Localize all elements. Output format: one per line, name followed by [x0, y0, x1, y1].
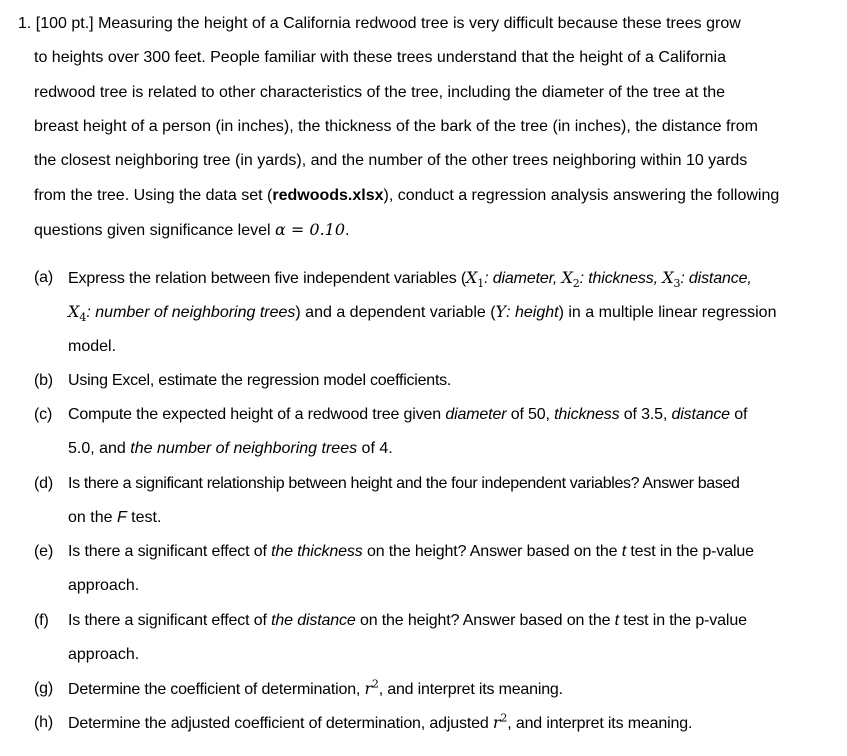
dataset-name: redwoods.xlsx — [272, 187, 384, 204]
part-c-2b: of 4. — [357, 440, 393, 457]
var-x1-desc: : diameter, — [484, 270, 562, 287]
part-a-line-3: model. — [68, 338, 117, 355]
problem-intro-7 — [34, 220, 350, 241]
part-a-2b: ) and a dependent variable ( — [295, 304, 496, 321]
var-x2: X — [561, 268, 573, 287]
var-y: Y — [495, 302, 507, 321]
part-g-1b: , and interpret its meaning. — [378, 681, 563, 698]
var-x4-sub: 4 — [79, 311, 87, 325]
part-h-text — [68, 713, 692, 734]
problem-intro-6 — [34, 186, 779, 206]
term-distance: distance — [671, 406, 730, 423]
significance-level: α = 0.10 — [275, 220, 346, 239]
term-adj-r: r — [492, 713, 501, 732]
part-c-line-2 — [68, 439, 393, 459]
part-c-text-1 — [68, 405, 747, 425]
part-a-text-1 — [68, 268, 752, 289]
part-d-line-2 — [68, 508, 161, 528]
term-thickness: thickness — [554, 406, 620, 423]
intro-6-a: from the tree. Using the data set ( — [34, 187, 273, 204]
part-f-1a: Is there a significant effect of — [68, 612, 272, 629]
part-f-1c: test in the p-value — [618, 612, 747, 629]
term-the-thickness: the thickness — [271, 543, 363, 560]
part-g-label: (g) — [34, 680, 53, 697]
var-y-desc: : height — [506, 304, 559, 321]
part-g-1a: Determine the coefficient of determination, — [68, 681, 365, 698]
part-a-2c: ) in a multiple linear regression — [558, 304, 777, 321]
part-c-1a: Compute the expected height of a redwood tree given — [68, 406, 446, 423]
problem-line-1 — [18, 14, 741, 34]
var-x3-desc: : distance, — [680, 270, 752, 287]
part-d-2a: on the — [68, 509, 117, 526]
intro-7-b: . — [345, 222, 350, 239]
var-x3: X — [662, 268, 674, 287]
part-b-label: (b) — [34, 372, 53, 389]
part-h-1b: , and interpret its meaning. — [507, 715, 693, 732]
problem-intro-1: Measuring the height of a California redwood tree is very difficult because these trees grow — [98, 15, 741, 32]
problem-intro-4: breast height of a person (in inches), the thickness of the bark of the tree (in inches), the distance from — [34, 118, 758, 135]
part-c-label: (c) — [34, 406, 53, 423]
term-diameter: diameter — [445, 406, 507, 423]
term-r-sup: 2 — [371, 677, 379, 691]
part-e-label: (e) — [34, 543, 54, 560]
part-b-text: Using Excel, estimate the regression model coefficients. — [68, 372, 452, 389]
part-e-line-2: approach. — [68, 577, 140, 594]
part-f-text-1 — [68, 611, 747, 631]
part-e-1c: test in the p-value — [626, 543, 754, 560]
part-c-1c: of 3.5, — [619, 406, 672, 423]
problem-intro-3: redwood tree is related to other characteristics of the tree, including the diameter of the tree at the — [34, 84, 726, 101]
part-e-text-1 — [68, 542, 754, 562]
part-a-1a: Express the relation between five independent variables ( — [68, 270, 467, 287]
var-x1-sub: 1 — [477, 277, 485, 291]
term-neighbors: the number of neighboring trees — [130, 440, 358, 457]
term-t-f: t — [614, 612, 619, 629]
part-a-label: (a) — [34, 269, 54, 286]
part-h-1a: Determine the adjusted coefficient of determination, adjusted — [68, 715, 493, 732]
var-x1: X — [466, 268, 478, 287]
part-c-2a: 5.0, and — [68, 440, 131, 457]
problem-intro-5: the closest neighboring tree (in yards), and the number of the other trees neighboring within 10 yards — [34, 152, 748, 169]
part-e-1a: Is there a significant effect of — [68, 543, 272, 560]
term-t-e: t — [621, 543, 627, 560]
part-g-text — [68, 679, 563, 700]
part-d-2b: test. — [126, 509, 162, 526]
problem-number: 1. — [18, 15, 32, 32]
term-f: F — [116, 509, 127, 526]
intro-7-a: questions given significance level — [34, 222, 276, 239]
part-a-line-2 — [68, 302, 776, 323]
term-adj-r-sup: 2 — [500, 711, 508, 725]
var-x2-sub: 2 — [572, 277, 580, 291]
part-d-text-1: Is there a significant relationship between height and the four independent variables? Answer based — [68, 475, 740, 492]
var-x2-desc: : thickness, — [579, 270, 663, 287]
part-f-line-2: approach. — [68, 646, 140, 663]
problem-points: [100 pt.] — [35, 15, 94, 32]
part-e-1b: on the height? Answer based on the — [362, 543, 622, 560]
term-r: r — [364, 679, 372, 698]
part-c-1d: of — [729, 406, 748, 423]
part-h-label: (h) — [34, 714, 54, 731]
var-x4: X — [68, 302, 80, 321]
term-the-distance: the distance — [271, 612, 356, 629]
var-x3-sub: 3 — [673, 277, 681, 291]
part-c-1b: of 50, — [506, 406, 555, 423]
intro-6-b: ), conduct a regression analysis answering the following — [383, 187, 780, 204]
part-f-label: (f) — [34, 612, 49, 629]
var-x4-desc: : number of neighboring trees — [86, 304, 296, 321]
part-d-label: (d) — [34, 475, 54, 492]
part-f-1b: on the height? Answer based on the — [355, 612, 615, 629]
problem-intro-2: to heights over 300 feet. People familiar with these trees understand that the height of a California — [34, 49, 726, 66]
